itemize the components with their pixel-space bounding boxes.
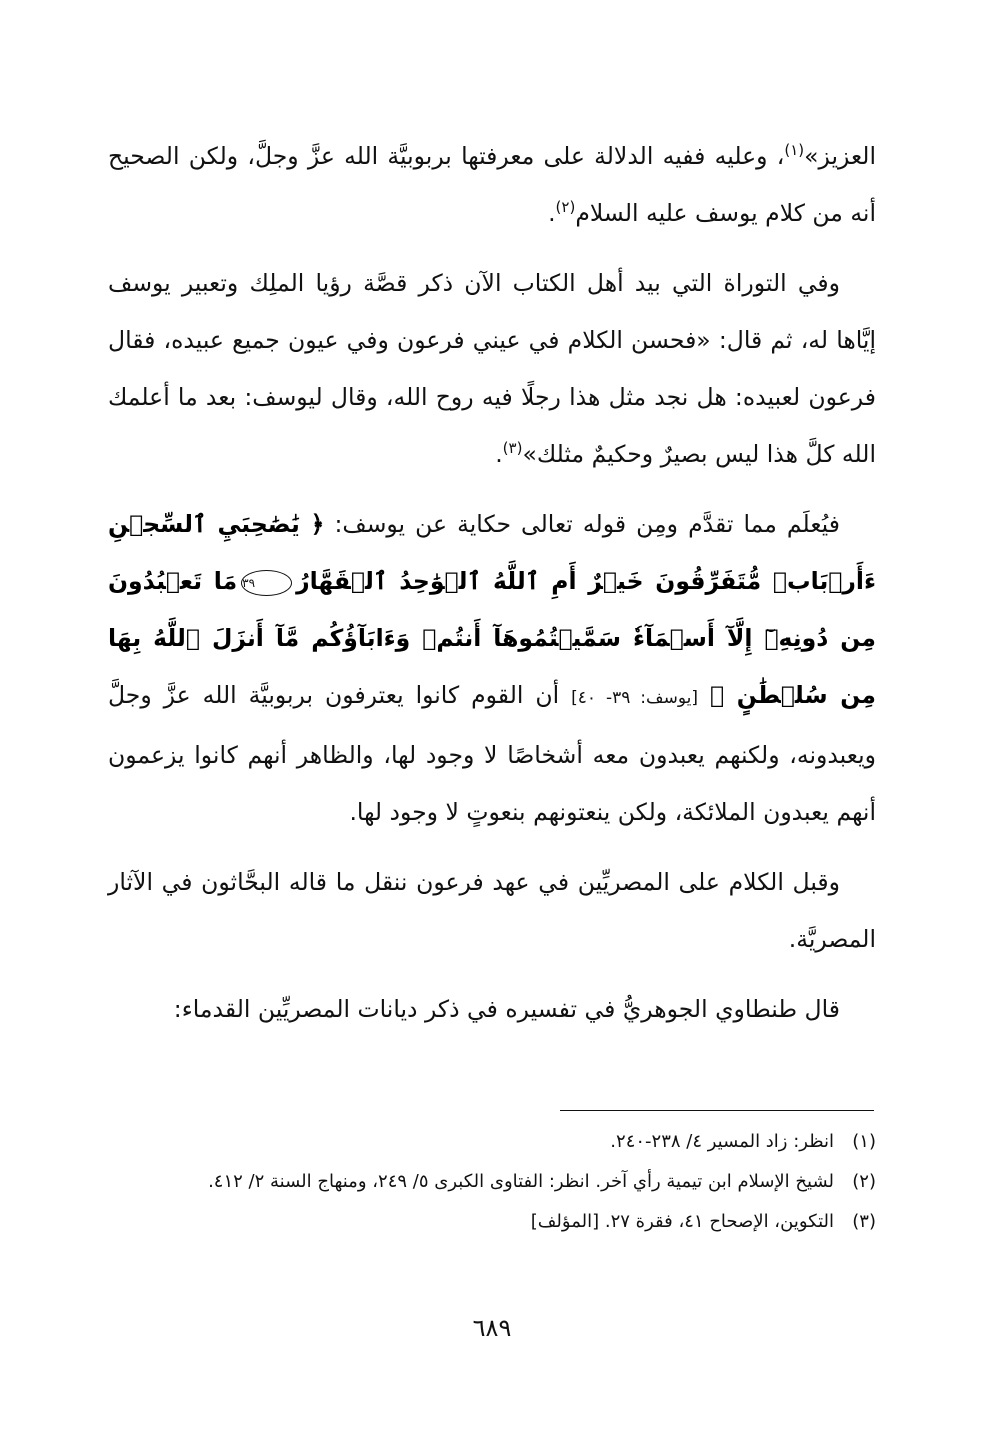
quran-verse-39: ﴿ يَٰصَٰحِبَيِ ٱلسِّجۡنِ ءَأَرۡبَابٞ مُّتَفَرِّقُونَ خَيۡرٌ أَمِ ٱللَّهُ ٱلۡوَٰحِدُ ٱلۡقَهَّارُ (108, 510, 877, 595)
paragraph-3-intro: فيُعلَم مما تقدَّم ومِن قوله تعالى حكاية عن يوسف: (334, 510, 840, 538)
paragraph-1-part-3: . (548, 199, 556, 227)
footnote-text: التكوين، الإصحاح ٤١، فقرة ٢٧. [المؤلف] (530, 1211, 834, 1232)
footnotes (104, 1124, 876, 1244)
footnote-ref-2: (٢) (555, 198, 576, 217)
paragraph-2-part-1: وفي التوراة التي بيد أهل الكتاب الآن ذكر قصَّة رؤيا الملِك وتعبير يوسف إيَّاها له، ثم قال: «فحسن الكلام في عيني فرعون وفي عيون جميع عبيده، فقال فرعون لعبيده: هل نجد مثل هذا رجلًا فيه روح الله، وقال ليوسف: بعد ما أعلمك الله كلَّ هذا ليس بصيرٌ وحكيمٌ مثلك» (108, 269, 876, 468)
footnote-2 (104, 1164, 876, 1200)
footnote-ref-1: (١) (784, 141, 805, 160)
footnote-separator (560, 1110, 874, 1111)
footnote-number: (٢) (852, 1171, 876, 1192)
quran-verse-40: مَا تَعۡبُدُونَ مِن دُونِهِۦٓ إِلَّآ أَسۡمَآءٗ سَمَّيۡتُمُوهَآ أَنتُمۡ وَءَابَآؤُكُم مَّآ أَنزَلَ ٱللَّهُ بِهَا مِن سُلۡطَٰنٍ ﴾ (108, 567, 876, 709)
paragraph-2-part-2: . (495, 440, 503, 468)
footnote-3 (104, 1204, 876, 1240)
surah-citation: [يوسف: ٣٩- ٤٠] (571, 688, 698, 708)
paragraph-1 (108, 128, 876, 242)
ayah-number-marker: ٣٩ (241, 570, 292, 596)
page-number: ٦٨٩ (472, 1314, 512, 1342)
footnote-ref-3: (٣) (502, 439, 523, 458)
footnote-number: (١) (852, 1131, 876, 1152)
paragraph-3 (108, 496, 876, 841)
main-text (108, 128, 876, 1038)
paragraph-1-part-1: العزيز» (804, 142, 876, 170)
paragraph-1-part-2: ، وعليه ففيه الدلالة على معرفتها بربوبيَّة الله عزَّ وجلَّ، ولكن الصحيح أنه من كلام يوسف عليه السلام (108, 142, 876, 227)
footnote-number: (٣) (852, 1211, 876, 1232)
paragraph-2 (108, 255, 876, 483)
footnote-text: انظر: زاد المسير ٤/ ٢٣٨-٢٤٠. (610, 1131, 834, 1152)
paragraph-4: وقبل الكلام على المصريِّين في عهد فرعون ننقل ما قاله البحَّاثون في الآثار المصريَّة. (108, 868, 876, 953)
footnote-1 (104, 1124, 876, 1160)
paragraph-5: قال طنطاوي الجوهريُّ في تفسيره في ذكر ديانات المصريِّين القدماء: (173, 995, 840, 1023)
paragraph-3-rest: أن القوم كانوا يعترفون بربوبيَّة الله عزَّ وجلَّ ويعبدونه، ولكنهم يعبدون معه أشخاصًا لا وجود لها، والظاهر أنهم كانوا يزعمون أنهم يعبدون الملائكة، ولكن ينعتونهم بنعوتٍ لا وجود لها. (108, 681, 876, 826)
footnote-text: لشيخ الإسلام ابن تيمية رأي آخر. انظر: الفتاوى الكبرى ٥/ ٢٤٩، ومنهاج السنة ٢/ ٤١٢. (208, 1171, 834, 1192)
